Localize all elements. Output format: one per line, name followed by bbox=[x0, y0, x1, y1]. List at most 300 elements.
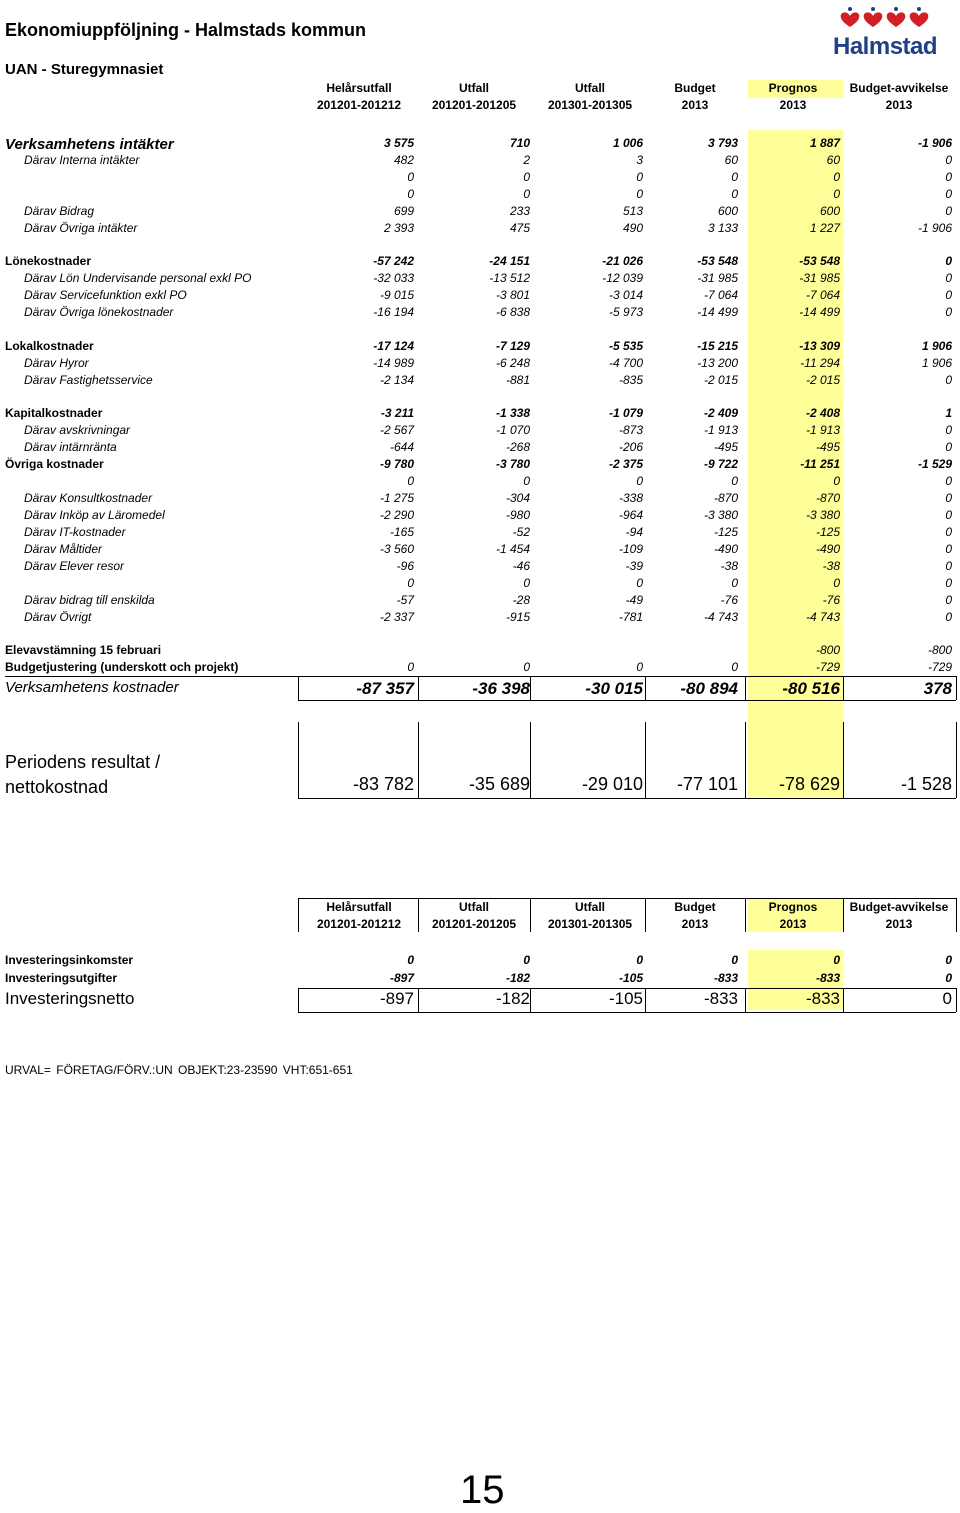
value-cell: -9 780 bbox=[379, 457, 414, 471]
value-cell: 0 bbox=[945, 559, 952, 573]
row-label: Därav intärnränta bbox=[24, 440, 117, 454]
value-cell: -53 548 bbox=[697, 254, 738, 268]
logo-text: Halmstad bbox=[833, 33, 938, 60]
value-cell: -94 bbox=[625, 525, 643, 539]
cell-border bbox=[843, 988, 844, 1012]
column-header-line2: 201201-201205 bbox=[431, 98, 517, 112]
table-row bbox=[0, 253, 960, 270]
value-cell: -206 bbox=[618, 440, 643, 454]
value-cell: -6 248 bbox=[495, 356, 530, 370]
value-cell: -897 bbox=[379, 989, 414, 1008]
column-header-line2: 201201-201212 bbox=[316, 917, 402, 931]
value-cell: 0 bbox=[945, 610, 952, 624]
table-row bbox=[0, 541, 960, 558]
value-cell: -80 894 bbox=[680, 679, 738, 698]
value-cell: -873 bbox=[618, 423, 643, 437]
value-cell: 0 bbox=[945, 187, 952, 201]
value-cell: -800 bbox=[927, 643, 952, 657]
row-label: Lokalkostnader bbox=[5, 339, 94, 353]
column-header-line1: Budget-avvikelse bbox=[849, 81, 949, 95]
table-row bbox=[0, 456, 960, 473]
cell-border bbox=[956, 898, 957, 932]
value-cell: -3 780 bbox=[495, 457, 530, 471]
column-header-1 bbox=[414, 81, 534, 112]
value-cell: -28 bbox=[512, 593, 530, 607]
value-cell: -57 bbox=[396, 593, 414, 607]
row-label: Därav Inköp av Läromedel bbox=[24, 508, 165, 522]
value-cell: -4 743 bbox=[703, 610, 738, 624]
table-row bbox=[0, 186, 960, 203]
value-cell: 0 bbox=[523, 953, 530, 967]
row-label: Budgetjustering (underskott och projekt) bbox=[5, 660, 239, 674]
net-value-cell: -83 782 bbox=[352, 774, 414, 794]
value-cell: -1 906 bbox=[917, 221, 952, 235]
value-cell: 0 bbox=[731, 170, 738, 184]
value-cell: 513 bbox=[622, 204, 643, 218]
value-cell: -11 251 bbox=[800, 457, 840, 471]
value-cell: 600 bbox=[717, 204, 738, 218]
row-label: Därav Övrigt bbox=[24, 610, 92, 624]
cell-border bbox=[843, 898, 844, 932]
value-cell: -7 129 bbox=[495, 339, 530, 353]
column-header-line2: 2013 bbox=[779, 917, 807, 931]
value-cell: -1 070 bbox=[495, 423, 530, 437]
value-cell: -2 409 bbox=[703, 406, 738, 420]
value-cell: -53 548 bbox=[799, 254, 840, 268]
row-label: Investeringsinkomster bbox=[5, 953, 134, 967]
value-cell: -32 033 bbox=[373, 271, 414, 285]
value-cell: -268 bbox=[505, 440, 530, 454]
page-title: Ekonomiuppföljning - Halmstads kommun bbox=[5, 20, 367, 40]
inv-net-top-line bbox=[298, 988, 956, 989]
table-row bbox=[0, 135, 960, 152]
value-cell: -5 535 bbox=[608, 339, 643, 353]
value-cell: 0 bbox=[945, 170, 952, 184]
value-cell: -80 516 bbox=[782, 679, 840, 698]
value-cell: -833 bbox=[815, 971, 840, 985]
value-cell: -52 bbox=[512, 525, 530, 539]
value-cell: 0 bbox=[945, 542, 952, 556]
value-cell: 0 bbox=[945, 474, 952, 488]
value-cell: -14 989 bbox=[373, 356, 414, 370]
net-value-cell: -77 101 bbox=[676, 774, 738, 794]
value-cell: 2 bbox=[523, 153, 530, 167]
value-cell: -729 bbox=[815, 660, 840, 674]
cell-border bbox=[645, 898, 646, 932]
table-row bbox=[0, 270, 960, 287]
row-label: Därav Interna intäkter bbox=[24, 153, 140, 167]
value-cell: -3 560 bbox=[379, 542, 414, 556]
value-cell: 0 bbox=[731, 953, 738, 967]
value-cell: -14 499 bbox=[697, 305, 738, 319]
table-row bbox=[0, 152, 960, 169]
value-cell: 0 bbox=[945, 153, 952, 167]
column-header-line1: Prognos bbox=[768, 900, 818, 914]
column-header-line2: 201201-201205 bbox=[431, 917, 517, 931]
value-cell: -1 906 bbox=[917, 136, 952, 150]
row-label: Elevavstämning 15 februari bbox=[5, 643, 162, 657]
value-cell: -15 215 bbox=[697, 339, 738, 353]
page-subtitle: UAN - Sturegymnasiet bbox=[5, 61, 164, 78]
value-cell: 0 bbox=[731, 576, 738, 590]
table-row bbox=[0, 203, 960, 220]
row-label: Därav Övriga lönekostnader bbox=[24, 305, 174, 319]
total-bottom-line bbox=[298, 700, 956, 701]
column-header-2 bbox=[530, 900, 650, 931]
value-cell: -57 242 bbox=[373, 254, 414, 268]
value-cell: -96 bbox=[396, 559, 414, 573]
value-cell: 0 bbox=[636, 170, 643, 184]
value-cell: -165 bbox=[389, 525, 414, 539]
cell-border bbox=[956, 988, 957, 1012]
table-row bbox=[0, 287, 960, 304]
value-cell: 475 bbox=[509, 221, 530, 235]
value-cell: 0 bbox=[636, 474, 643, 488]
row-label: Därav bidrag till enskilda bbox=[24, 593, 155, 607]
halmstad-logo bbox=[830, 6, 940, 58]
value-cell: -12 039 bbox=[602, 271, 643, 285]
net-bottom-line bbox=[298, 798, 956, 799]
column-header-0 bbox=[299, 81, 419, 112]
table-row bbox=[0, 575, 960, 592]
value-cell: 0 bbox=[945, 204, 952, 218]
cell-border bbox=[843, 676, 844, 700]
column-header-line1: Utfall bbox=[459, 900, 489, 914]
column-header-line1: Utfall bbox=[459, 81, 489, 95]
table-row bbox=[0, 473, 960, 490]
column-header-line1: Helårsutfall bbox=[326, 81, 392, 95]
value-cell: -7 064 bbox=[703, 288, 738, 302]
value-cell: -2 290 bbox=[379, 508, 414, 522]
value-cell: -2 408 bbox=[805, 406, 840, 420]
value-cell: 699 bbox=[393, 204, 414, 218]
value-cell: -490 bbox=[815, 542, 840, 556]
value-cell: -1 079 bbox=[608, 406, 643, 420]
value-cell: -915 bbox=[505, 610, 530, 624]
cell-border bbox=[530, 898, 531, 932]
value-cell: 0 bbox=[636, 953, 643, 967]
value-cell: 0 bbox=[407, 953, 414, 967]
row-label: Därav avskrivningar bbox=[24, 423, 131, 437]
value-cell: -182 bbox=[505, 971, 530, 985]
value-cell: 0 bbox=[833, 576, 840, 590]
value-cell: -14 499 bbox=[799, 305, 840, 319]
value-cell: -729 bbox=[927, 660, 952, 674]
value-cell: 0 bbox=[523, 660, 530, 674]
selection-footer: URVAL= FÖRETAG/FÖRV.:UN OBJEKT:23-23590 VHT:651-651 bbox=[5, 1063, 353, 1077]
cell-border bbox=[745, 898, 746, 932]
value-cell: 0 bbox=[636, 576, 643, 590]
total-label-line bbox=[5, 676, 298, 677]
value-cell: -1 454 bbox=[495, 542, 530, 556]
net-value-cell: -29 010 bbox=[581, 774, 643, 794]
table-row bbox=[0, 439, 960, 456]
row-label: Investeringsnetto bbox=[5, 989, 135, 1008]
row-label: Lönekostnader bbox=[5, 254, 92, 268]
value-cell: -46 bbox=[512, 559, 530, 573]
value-cell: 0 bbox=[945, 271, 952, 285]
column-header-line2: 201301-201305 bbox=[547, 98, 633, 112]
value-cell: 0 bbox=[407, 474, 414, 488]
value-cell: -30 015 bbox=[585, 679, 643, 698]
value-cell: 0 bbox=[731, 187, 738, 201]
table-row bbox=[0, 304, 960, 321]
net-value-cell: -1 528 bbox=[900, 774, 952, 794]
value-cell: 0 bbox=[407, 187, 414, 201]
value-cell: -964 bbox=[618, 508, 643, 522]
value-cell: -644 bbox=[389, 440, 414, 454]
column-header-line1: Prognos bbox=[768, 81, 818, 95]
column-header-line2: 2013 bbox=[681, 917, 709, 931]
row-label: Därav Övriga intäkter bbox=[24, 221, 138, 235]
column-header-line2: 2013 bbox=[885, 98, 913, 112]
cell-border bbox=[956, 676, 957, 700]
value-cell: 0 bbox=[523, 474, 530, 488]
cell-border bbox=[645, 988, 646, 1012]
total-top-line bbox=[298, 676, 956, 677]
value-cell: 0 bbox=[833, 187, 840, 201]
value-cell: -881 bbox=[505, 373, 530, 387]
column-header-4 bbox=[733, 900, 853, 931]
value-cell: -781 bbox=[618, 610, 643, 624]
value-cell: -109 bbox=[618, 542, 643, 556]
column-header-line1: Budget-avvikelse bbox=[849, 900, 949, 914]
table-row bbox=[0, 355, 960, 372]
value-cell: -7 064 bbox=[805, 288, 840, 302]
value-cell: -870 bbox=[713, 491, 738, 505]
value-cell: -4 700 bbox=[608, 356, 643, 370]
value-cell: 0 bbox=[523, 576, 530, 590]
column-header-line1: Budget bbox=[674, 900, 716, 914]
column-header-line2: 2013 bbox=[681, 98, 709, 112]
value-cell: -21 026 bbox=[602, 254, 643, 268]
value-cell: 0 bbox=[833, 170, 840, 184]
cell-border bbox=[418, 676, 419, 700]
value-cell: 0 bbox=[407, 170, 414, 184]
net-result-row bbox=[0, 774, 960, 798]
value-cell: 0 bbox=[945, 440, 952, 454]
page-number: 15 bbox=[460, 1468, 505, 1512]
table-row bbox=[0, 169, 960, 186]
value-cell: -1 913 bbox=[805, 423, 840, 437]
row-label: Därav Bidrag bbox=[24, 204, 95, 218]
value-cell: -1 275 bbox=[379, 491, 414, 505]
row-label: Därav Måltider bbox=[24, 542, 103, 556]
value-cell: 0 bbox=[945, 971, 952, 985]
column-header-line2: 201201-201212 bbox=[316, 98, 402, 112]
cell-border bbox=[418, 988, 419, 1012]
value-cell: 0 bbox=[945, 373, 952, 387]
value-cell: -6 838 bbox=[495, 305, 530, 319]
value-cell: 0 bbox=[945, 288, 952, 302]
row-label: Därav Fastighetsservice bbox=[24, 373, 153, 387]
cell-border bbox=[745, 988, 746, 1012]
value-cell: -9 722 bbox=[703, 457, 738, 471]
value-cell: -980 bbox=[505, 508, 530, 522]
value-cell: 1 906 bbox=[921, 356, 952, 370]
row-label: Därav Konsultkostnader bbox=[24, 491, 153, 505]
value-cell: 0 bbox=[945, 423, 952, 437]
value-cell: 0 bbox=[523, 187, 530, 201]
value-cell: -76 bbox=[822, 593, 840, 607]
table-row bbox=[0, 405, 960, 422]
column-header-line1: Budget bbox=[674, 81, 716, 95]
value-cell: -17 124 bbox=[373, 339, 414, 353]
column-header-2 bbox=[530, 81, 650, 112]
value-cell: -3 014 bbox=[608, 288, 643, 302]
value-cell: 710 bbox=[509, 136, 530, 150]
value-cell: 0 bbox=[945, 508, 952, 522]
value-cell: -2 015 bbox=[805, 373, 840, 387]
value-cell: -36 398 bbox=[472, 679, 530, 698]
value-cell: -76 bbox=[720, 593, 738, 607]
value-cell: 0 bbox=[833, 953, 840, 967]
value-cell: -13 200 bbox=[697, 356, 738, 370]
table-row bbox=[0, 609, 960, 626]
value-cell: 1 887 bbox=[809, 136, 840, 150]
value-cell: -2 567 bbox=[379, 423, 414, 437]
column-header-line2: 2013 bbox=[779, 98, 807, 112]
inv-header-top-line bbox=[298, 898, 956, 899]
value-cell: 0 bbox=[945, 254, 952, 268]
row-label: Därav IT-kostnader bbox=[24, 525, 126, 539]
cell-border bbox=[645, 676, 646, 700]
value-cell: 482 bbox=[393, 153, 414, 167]
table-row bbox=[0, 422, 960, 439]
row-label: Kapitalkostnader bbox=[5, 406, 103, 420]
value-cell: -125 bbox=[815, 525, 840, 539]
value-cell: -870 bbox=[815, 491, 840, 505]
value-cell: -2 015 bbox=[703, 373, 738, 387]
value-cell: -38 bbox=[822, 559, 840, 573]
cell-border bbox=[298, 988, 299, 1012]
value-cell: -9 015 bbox=[379, 288, 414, 302]
column-header-line2: 201301-201305 bbox=[547, 917, 633, 931]
value-cell: 0 bbox=[523, 170, 530, 184]
value-cell: -833 bbox=[703, 989, 738, 1008]
value-cell: -304 bbox=[505, 491, 530, 505]
value-cell: 0 bbox=[945, 953, 952, 967]
table-row bbox=[0, 338, 960, 355]
value-cell: -13 309 bbox=[799, 339, 840, 353]
column-header-line2: 2013 bbox=[885, 917, 913, 931]
net-result-label: Periodens resultat / nettokostnad bbox=[5, 752, 161, 797]
value-cell: -49 bbox=[625, 593, 643, 607]
value-cell: -105 bbox=[618, 971, 643, 985]
cell-border bbox=[298, 898, 299, 932]
cell-border bbox=[745, 676, 746, 700]
value-cell: -24 151 bbox=[489, 254, 530, 268]
value-cell: -13 512 bbox=[489, 271, 530, 285]
table-row bbox=[0, 678, 960, 700]
value-cell: 233 bbox=[509, 204, 530, 218]
hearts-crown-icon bbox=[830, 6, 940, 36]
column-header-1 bbox=[414, 900, 534, 931]
value-cell: 1 bbox=[945, 406, 952, 420]
value-cell: -495 bbox=[815, 440, 840, 454]
cell-border bbox=[530, 676, 531, 700]
value-cell: 0 bbox=[942, 989, 952, 1008]
value-cell: 0 bbox=[407, 576, 414, 590]
value-cell: 0 bbox=[407, 660, 414, 674]
investment-row bbox=[0, 990, 960, 1007]
value-cell: -2 134 bbox=[379, 373, 414, 387]
value-cell: 3 575 bbox=[383, 136, 414, 150]
value-cell: 60 bbox=[826, 153, 840, 167]
row-label: Verksamhetens kostnader bbox=[5, 679, 179, 696]
value-cell: -833 bbox=[805, 989, 840, 1008]
value-cell: -1 529 bbox=[917, 457, 952, 471]
value-cell: -338 bbox=[618, 491, 643, 505]
value-cell: 0 bbox=[636, 660, 643, 674]
value-cell: -1 338 bbox=[495, 406, 530, 420]
value-cell: -31 985 bbox=[799, 271, 840, 285]
value-cell: 0 bbox=[945, 491, 952, 505]
column-header-line1: Helårsutfall bbox=[326, 900, 392, 914]
table-row bbox=[0, 659, 960, 676]
column-header-4 bbox=[733, 81, 853, 112]
value-cell: 0 bbox=[945, 576, 952, 590]
table-row bbox=[0, 524, 960, 541]
table-row bbox=[0, 592, 960, 609]
value-cell: -5 973 bbox=[608, 305, 643, 319]
value-cell: -39 bbox=[625, 559, 643, 573]
inv-net-bottom-line bbox=[298, 1012, 956, 1013]
value-cell: -87 357 bbox=[356, 679, 414, 698]
value-cell: 0 bbox=[945, 305, 952, 319]
value-cell: -4 743 bbox=[805, 610, 840, 624]
value-cell: -3 211 bbox=[380, 406, 414, 420]
table-row bbox=[0, 507, 960, 524]
value-cell: 3 793 bbox=[707, 136, 738, 150]
value-cell: 2 393 bbox=[383, 221, 414, 235]
cell-border bbox=[418, 898, 419, 932]
value-cell: 3 133 bbox=[707, 221, 738, 235]
value-cell: 1 227 bbox=[809, 221, 840, 235]
table-row bbox=[0, 220, 960, 237]
value-cell: -833 bbox=[713, 971, 738, 985]
table-row bbox=[0, 372, 960, 389]
investment-row bbox=[0, 970, 960, 987]
value-cell: -125 bbox=[713, 525, 738, 539]
row-label: Övriga kostnader bbox=[5, 457, 104, 471]
value-cell: -2 337 bbox=[379, 610, 414, 624]
net-value-cell: -35 689 bbox=[468, 774, 530, 794]
value-cell: 0 bbox=[731, 660, 738, 674]
value-cell: 1 006 bbox=[612, 136, 643, 150]
value-cell: -105 bbox=[608, 989, 643, 1008]
value-cell: 0 bbox=[945, 593, 952, 607]
value-cell: -11 294 bbox=[800, 356, 840, 370]
row-label: Verksamhetens intäkter bbox=[5, 136, 174, 153]
cell-border bbox=[530, 988, 531, 1012]
column-header-line1: Utfall bbox=[575, 900, 605, 914]
value-cell: -835 bbox=[618, 373, 643, 387]
value-cell: 0 bbox=[833, 474, 840, 488]
value-cell: -495 bbox=[713, 440, 738, 454]
value-cell: 0 bbox=[636, 187, 643, 201]
value-cell: -31 985 bbox=[697, 271, 738, 285]
row-label: Därav Hyror bbox=[24, 356, 89, 370]
value-cell: 0 bbox=[731, 474, 738, 488]
row-label: Därav Lön Undervisande personal exkl PO bbox=[24, 271, 252, 285]
value-cell: 600 bbox=[819, 204, 840, 218]
investment-row bbox=[0, 952, 960, 969]
value-cell: 1 906 bbox=[921, 339, 952, 353]
value-cell: -2 375 bbox=[608, 457, 643, 471]
value-cell: -800 bbox=[815, 643, 840, 657]
value-cell: -3 380 bbox=[703, 508, 738, 522]
